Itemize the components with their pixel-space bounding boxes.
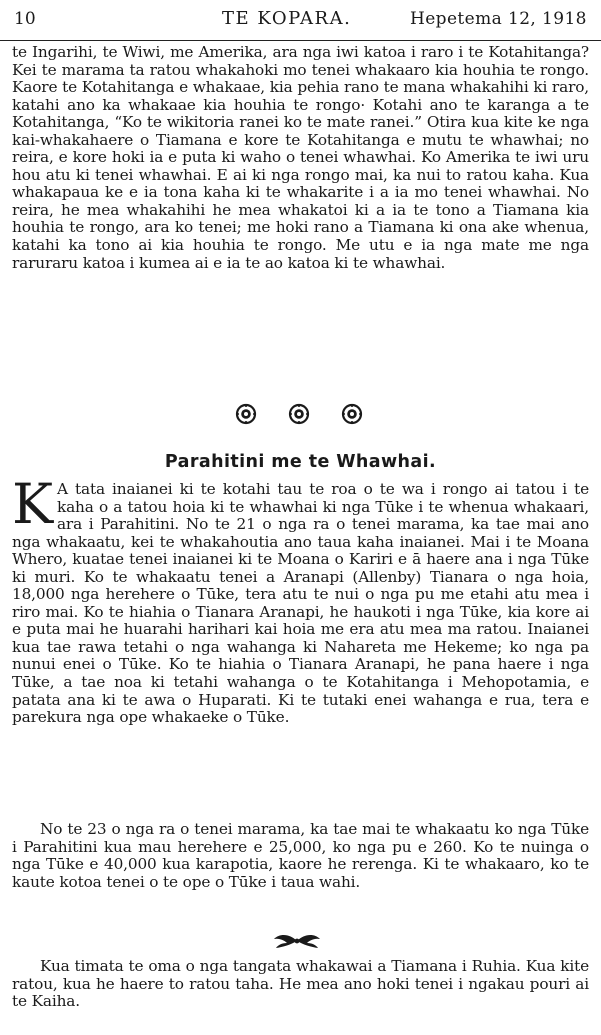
publication-title: TE KOPARA. xyxy=(222,8,352,29)
section-paragraph xyxy=(12,472,589,727)
section-heading: Parahitini me te Whawhai. xyxy=(164,452,437,472)
page-number: 10 xyxy=(14,9,36,29)
article-paragraph: Kua timata te oma o nga tangata whakawai a Tiamana i Ruhia. Kua kite ratou, kua he haere to ratou taha. He mea ano hoki tenei i ngakau pouri ai te Kaiha. xyxy=(12,957,589,1011)
rosette-ornament-icon xyxy=(288,403,310,425)
issue-date: Hepetema 12, 1918 xyxy=(410,9,587,29)
section-paragraph-text: A tata inaianei ki te kotahi tau te roa o te wa i rongo ai tatou i te kaha o a tatou hoia ki te whawhai ki nga Tūke i te whenua whakaari, ara i Parahitini. No te 21 o nga ra o tenei marama, ka tae mai ano nga whakaatu, kei te whakahoutia ano taua kaha inaianei. Mai i te Moana Whero, kuatae tenei inaianei ki te Moana o Kariri e ā haere ana i nga Tūke ki muri. Ko te whakaatu tenei a Aranapi (Allenby) Tianara o nga hoia, 18,000 nga herehere o Tūke, tera atu te nui o nga pu me etahi atu mea i riro mai. Ko te hiahia o Tianara Aranapi, he haukoti i nga Tūke, kia kore ai e puta mai he huarahi harihari kai hoia me era atu mea ma ratou. Inaianei kua tae rawa tetahi o nga wahanga ki Nahareta me Hekeme; ko nga pa nunui enei o Tūke. Ko te hiahia o Tianara Aranapi, he pana haere i nga Tūke, a tae noa ki tetahi wahanga o te Kotahitanga i Mehopotamia, e patata ana ki te awa o Huparati. Ki te tutaki enei wahanga e rua, tera e parekura nga ope whakaeke o Tūke. xyxy=(12,480,589,727)
rosette-ornament-icon xyxy=(235,403,257,425)
page-header xyxy=(0,0,601,41)
article-paragraph: te Ingarihi, te Wiwi, me Amerika, ara nga iwi katoa i raro i te Kotahitanga? Kei te marama ta ratou whakahoki mo tenei whakaaro kia houhia te rongo. Kaore te Kotahitanga e whakaae, kia pehia rano te mana whakahihi ki raro, katahi ano ka whakaae kia houhia te rongo· Kotahi ano te karanga a te Kotahitanga, “Ko te wikitoria ranei ko te mate ranei.” Otira kua kite ke nga kai-whakahaere o Tiamana e kore te Kotahitanga e mutu te whawhai; no reira, e kore hoki ia e puta ki waho o tenei whawhai. Ko Amerika te iwi uru hou atu ki tenei whawhai. E ai ki nga rongo mai, ka nui to ratou kaha. Kua whakapaua ke e ia tona kaha ki te whakarite i a ia mo tenei whawhai. No reira, he mea whakahihi he mea whakatoi ki a ia te tono a Tiamana kia houhia te rongo, ara ko tenei; me hoki rano a Tiamana ki ona ake whenua, katahi ka tono ai kia houhia te rongo. Me utu e ia nga mate me nga raruraru katoa i kumea ai e ia te ao katoa ki te whawhai. xyxy=(12,43,589,272)
fleuron-ornament-icon xyxy=(270,932,324,950)
rosette-ornament-icon xyxy=(341,403,363,425)
ornament-divider xyxy=(0,403,601,427)
section-paragraph: No te 23 o nga ra o tenei marama, ka tae mai te whakaatu ko nga Tūke i Parahitini kua mau herehere e 25,000, ko nga pu e 260. Ko te nuinga o nga Tūke e 40,000 kua karapotia, kaore he rerenga. Ki te whakaaro, ko te kaute kotoa tenei o te ope o Tūke i taua wahi. xyxy=(12,820,589,891)
drop-cap: K xyxy=(12,472,53,536)
